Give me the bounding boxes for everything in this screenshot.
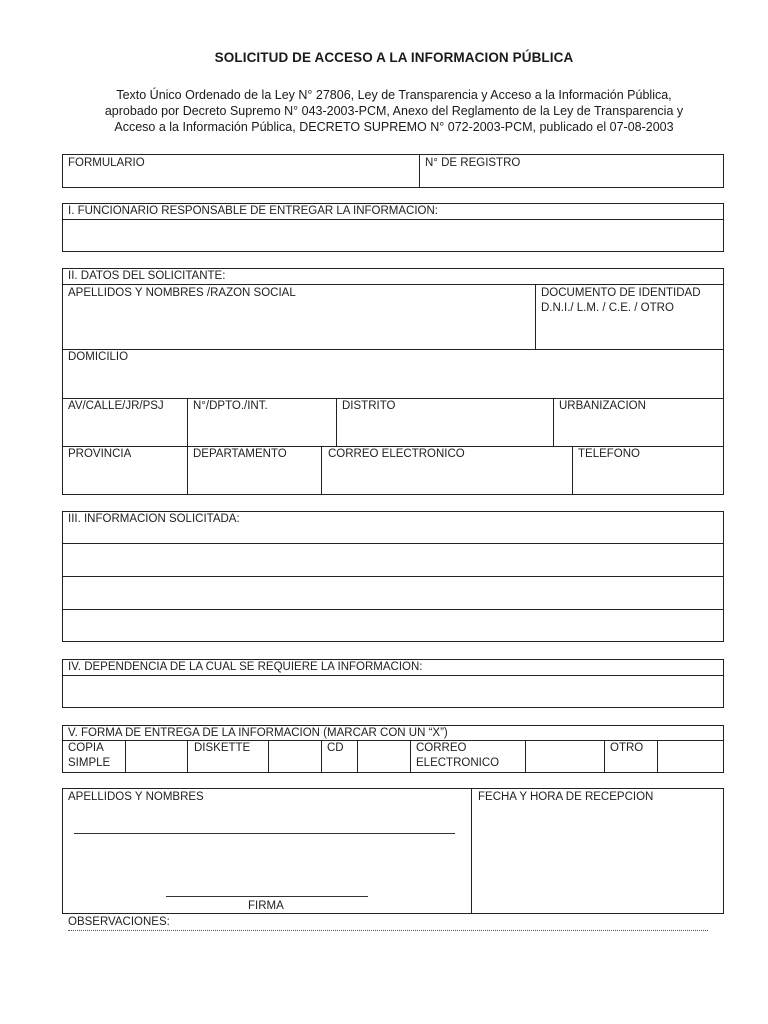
departamento-field[interactable] xyxy=(189,463,319,493)
apellidos-razon-field[interactable] xyxy=(64,302,533,347)
legal-reference xyxy=(62,87,726,135)
divider xyxy=(471,788,472,914)
documento-label-line1: DOCUMENTO DE IDENTIDAD xyxy=(541,287,701,299)
fecha-hora-recepcion-label: FECHA Y HORA DE RECEPCION xyxy=(478,791,654,803)
cd-checkbox[interactable] xyxy=(358,741,409,772)
section-dependencia-title: IV. DEPENDENCIA DE LA CUAL SE REQUIERE LA INFORMACION: xyxy=(68,661,423,673)
correo-label: CORREO ELECTRONICO xyxy=(328,448,465,460)
copia-simple-label-line2: SIMPLE xyxy=(68,757,111,769)
departamento-label: DEPARTAMENTO xyxy=(193,448,287,460)
copia-simple-label-line1: COPIA xyxy=(68,742,104,754)
observaciones-line[interactable] xyxy=(68,930,708,931)
documento-field[interactable] xyxy=(537,318,722,347)
otro-label: OTRO xyxy=(610,742,644,754)
correo-electronico-label-line1: CORREO xyxy=(416,742,467,754)
distrito-field[interactable] xyxy=(338,415,551,444)
telefono-label: TELEFONO xyxy=(578,448,640,460)
funcionario-field[interactable] xyxy=(64,221,722,250)
divider xyxy=(187,740,188,773)
formulario-label: FORMULARIO xyxy=(68,157,145,169)
firma-label: FIRMA xyxy=(248,900,284,912)
observaciones-label: OBSERVACIONES: xyxy=(68,916,170,928)
divider xyxy=(62,609,724,610)
section-informacion-title: III. INFORMACION SOLICITADA: xyxy=(68,513,240,525)
correo-field[interactable] xyxy=(323,463,570,493)
firma-line[interactable] xyxy=(166,896,368,897)
copia-simple-checkbox[interactable] xyxy=(126,741,186,772)
legal-reference-line: Texto Único Ordenado de la Ley N° 27806, Ley de Transparencia y Acceso a la Información Pública, xyxy=(116,88,672,102)
urbanizacion-field[interactable] xyxy=(555,415,722,444)
section-forma-title: V. FORMA DE ENTREGA DE LA INFORMACION (MARCAR CON UN “X”) xyxy=(68,727,448,739)
registro-field[interactable] xyxy=(421,171,722,186)
divider xyxy=(336,398,337,446)
correo-electronico-checkbox[interactable] xyxy=(526,741,603,772)
divider xyxy=(187,446,188,495)
dpto-label: N°/DPTO./INT. xyxy=(193,400,268,412)
dpto-field[interactable] xyxy=(189,415,334,444)
domicilio-label: DOMICILIO xyxy=(68,351,129,363)
informacion-field[interactable] xyxy=(64,611,722,640)
documento-label-line2: D.N.I./ L.M. / C.E. / OTRO xyxy=(541,302,674,314)
divider xyxy=(62,219,724,220)
informacion-field[interactable] xyxy=(64,527,722,541)
fecha-hora-recepcion-field[interactable] xyxy=(473,806,722,912)
registro-label: N° DE REGISTRO xyxy=(425,157,521,169)
domicilio-field[interactable] xyxy=(64,366,722,396)
provincia-label: PROVINCIA xyxy=(68,448,132,460)
dependencia-field[interactable] xyxy=(64,677,722,706)
informacion-field[interactable] xyxy=(64,545,722,574)
apellidos-razon-label: APELLIDOS Y NOMBRES /RAZON SOCIAL xyxy=(68,287,296,299)
form-title: SOLICITUD DE ACCESO A LA INFORMACION PÚBLICA xyxy=(214,50,574,65)
legal-reference-line: Acceso a la Información Pública, DECRETO SUPREMO N° 072-2003-PCM, publicado el 07-08-2003 xyxy=(114,120,674,134)
distrito-label: DISTRITO xyxy=(342,400,396,412)
telefono-field[interactable] xyxy=(574,463,722,493)
apellidos-nombres-label: APELLIDOS Y NOMBRES xyxy=(68,791,204,803)
section-funcionario-title: I. FUNCIONARIO RESPONSABLE DE ENTREGAR LA INFORMACION: xyxy=(68,205,438,217)
divider xyxy=(62,543,724,544)
section-datos-title: II. DATOS DEL SOLICITANTE: xyxy=(68,270,226,282)
divider xyxy=(62,576,724,577)
legal-reference-line: aprobado por Decreto Supremo N° 043-2003-PCM, Anexo del Reglamento de la Ley de Transparencia y xyxy=(104,104,684,118)
divider xyxy=(604,740,605,773)
divider xyxy=(419,154,420,188)
calle-label: AV/CALLE/JR/PSJ xyxy=(68,400,164,412)
provincia-field[interactable] xyxy=(64,463,185,493)
divider xyxy=(321,740,322,773)
urbanizacion-label: URBANIZACION xyxy=(559,400,646,412)
divider xyxy=(410,740,411,773)
correo-electronico-label-line2: ELECTRONICO xyxy=(416,757,500,769)
divider xyxy=(62,284,724,285)
otro-checkbox[interactable] xyxy=(658,741,723,772)
diskette-label: DISKETTE xyxy=(194,742,251,754)
divider xyxy=(321,446,322,495)
divider xyxy=(535,284,536,349)
apellidos-nombres-line[interactable] xyxy=(74,833,455,834)
divider xyxy=(187,398,188,446)
informacion-field[interactable] xyxy=(64,578,722,607)
divider xyxy=(62,675,724,676)
divider xyxy=(553,398,554,446)
calle-field[interactable] xyxy=(64,415,185,444)
divider xyxy=(62,349,724,350)
diskette-checkbox[interactable] xyxy=(269,741,320,772)
formulario-field[interactable] xyxy=(64,171,417,186)
cd-label: CD xyxy=(327,742,344,754)
divider xyxy=(572,446,573,495)
